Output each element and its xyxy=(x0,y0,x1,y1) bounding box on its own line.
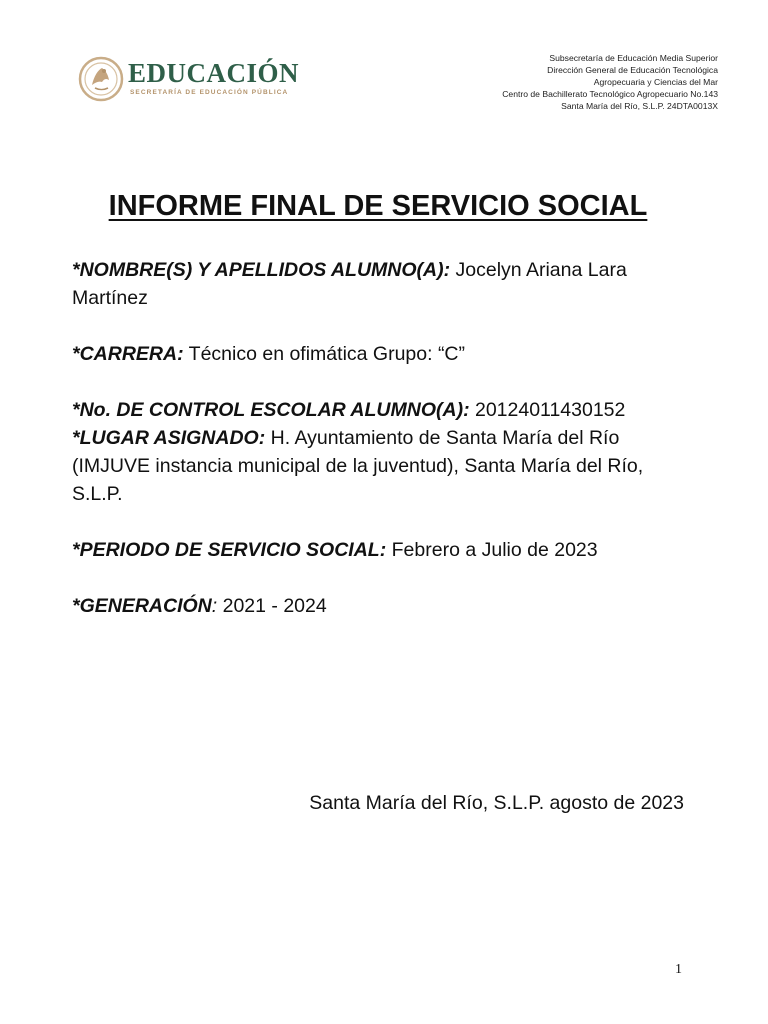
header-line: Santa María del Río, S.L.P. 24DTA0013X xyxy=(561,101,718,111)
field-value: H. Ayuntamiento de Santa María del Río (IMJUVE instancia municipal de la juventud), Santa María del Río, S.L.P. xyxy=(72,427,644,505)
header-line: Centro de Bachillerato Tecnológico Agropecuario No.143 xyxy=(502,89,718,99)
field-label: *CARRERA: xyxy=(72,343,184,365)
document-body xyxy=(72,256,692,620)
page-number: 1 xyxy=(675,962,682,977)
logo-wordmark: EDUCACIÓN xyxy=(128,58,300,88)
place-and-date: Santa María del Río, S.L.P. agosto de 2023 xyxy=(309,792,684,814)
field-value: Técnico en ofimática Grupo: “C” xyxy=(183,343,466,365)
field-label: *NOMBRE(S) Y APELLIDOS ALUMNO(A): xyxy=(72,259,451,281)
field-label: *PERIODO DE SERVICIO SOCIAL: xyxy=(72,539,387,561)
header-line: Dirección General de Educación Tecnológica xyxy=(547,65,718,75)
field-label: *No. DE CONTROL ESCOLAR ALUMNO(A): xyxy=(72,399,470,421)
field-carrera xyxy=(72,340,692,368)
header-line: Subsecretaría de Educación Media Superior xyxy=(549,53,718,63)
header-line: Agropecuaria y Ciencias del Mar xyxy=(593,77,718,87)
field-generacion xyxy=(72,592,692,620)
education-logo xyxy=(78,54,308,106)
document-title: INFORME FINAL DE SERVICIO SOCIAL xyxy=(108,190,648,222)
field-value: Febrero a Julio de 2023 xyxy=(386,539,598,561)
field-control xyxy=(72,396,692,424)
logo-subtitle: SECRETARÍA DE EDUCACIÓN PÚBLICA xyxy=(130,89,289,96)
field-value: Jocelyn Ariana Lara Martínez xyxy=(72,259,627,309)
field-value: 20124011430152 xyxy=(469,399,626,421)
field-lugar xyxy=(72,424,692,508)
institution-header xyxy=(502,52,718,112)
mexican-coat-of-arms-seal-icon xyxy=(78,54,124,104)
field-periodo xyxy=(72,536,692,564)
field-label: *LUGAR ASIGNADO: xyxy=(72,427,266,449)
field-label: *GENERACIÓN xyxy=(72,595,212,617)
field-value: 2021 - 2024 xyxy=(217,595,327,617)
field-separator: : xyxy=(211,595,218,617)
field-nombre xyxy=(72,256,692,312)
